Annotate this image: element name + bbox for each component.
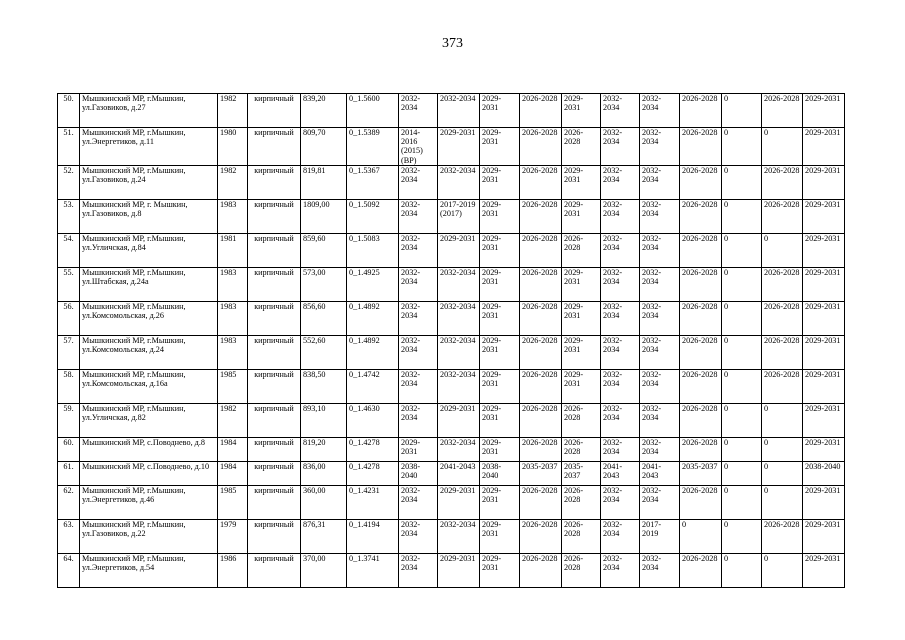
period-cell: 2026-2028 (520, 519, 562, 553)
period-cell: 2035-2037 (562, 461, 601, 485)
period-cell: 2035-2037 (680, 461, 722, 485)
period-cell: 2029-2031 (803, 403, 845, 437)
material-cell: кирпичный (248, 128, 301, 166)
area-cell: 839,20 (301, 94, 347, 128)
period-cell: 0 (722, 335, 762, 369)
period-cell: 0 (722, 553, 762, 587)
period-cell: 2032-2034 (640, 369, 680, 403)
address-cell: Мышкинский МР, г.Мышкин, ул.Комсомольская, д.26 (80, 301, 218, 335)
period-cell: 2029-2031 (803, 94, 845, 128)
area-cell: 370,00 (301, 553, 347, 587)
period-cell: 0 (762, 128, 803, 166)
period-cell: 2026-2028 (762, 519, 803, 553)
table-row (58, 128, 845, 166)
material-cell: кирпичный (248, 553, 301, 587)
period-cell: 0 (722, 128, 762, 166)
table-row (58, 233, 845, 267)
period-cell: 0 (722, 461, 762, 485)
period-cell: 0 (762, 485, 803, 519)
period-cell: 2029-2031 (438, 403, 480, 437)
area-cell: 819,81 (301, 165, 347, 199)
period-cell: 2026-2028 (680, 369, 722, 403)
period-cell: 2026-2028 (520, 94, 562, 128)
period-cell: 0 (722, 233, 762, 267)
year-cell: 1982 (218, 165, 248, 199)
period-cell: 2029-2031 (438, 233, 480, 267)
period-cell: 2026-2028 (680, 485, 722, 519)
period-cell: 2032-2034 (399, 553, 438, 587)
year-cell: 1981 (218, 233, 248, 267)
row-number: 63. (58, 519, 80, 553)
period-cell: 2029-2031 (480, 94, 520, 128)
period-cell: 2029-2031 (480, 301, 520, 335)
period-cell: 2029-2031 (399, 437, 438, 461)
year-cell: 1983 (218, 267, 248, 301)
period-cell: 2041-2043 (601, 461, 640, 485)
table-row (58, 335, 845, 369)
period-cell: 2032-2034 (438, 437, 480, 461)
period-cell: 2029-2031 (803, 369, 845, 403)
period-cell: 2032-2034 (399, 94, 438, 128)
period-cell: 2026-2028 (520, 233, 562, 267)
area-cell: 859,60 (301, 233, 347, 267)
period-cell: 2026-2028 (762, 199, 803, 233)
area-cell: 809,70 (301, 128, 347, 166)
period-cell: 2029-2031 (480, 267, 520, 301)
period-cell: 2032-2034 (438, 165, 480, 199)
material-cell: кирпичный (248, 94, 301, 128)
address-cell: Мышкинский МР, г.Мышкин, ул.Комсомольская, д.24 (80, 335, 218, 369)
period-cell: 2032-2034 (601, 437, 640, 461)
row-number: 50. (58, 94, 80, 128)
address-cell: Мышкинский МР, с.Поводнево, д.8 (80, 437, 218, 461)
period-cell: 0 (722, 403, 762, 437)
material-cell: кирпичный (248, 369, 301, 403)
period-cell: 2029-2031 (803, 485, 845, 519)
period-cell: 2026-2028 (520, 485, 562, 519)
period-cell: 2026-2028 (680, 165, 722, 199)
period-cell: 2017-2019 (640, 519, 680, 553)
address-cell: Мышкинский МР, г.Мышкин, ул.Энергетиков, д.54 (80, 553, 218, 587)
period-cell: 2032-2034 (640, 553, 680, 587)
period-cell: 2026-2028 (680, 94, 722, 128)
code-cell: 0_1.4630 (347, 403, 399, 437)
table-row (58, 199, 845, 233)
period-cell: 2032-2034 (601, 233, 640, 267)
period-cell: 2029-2031 (480, 199, 520, 233)
period-cell: 2029-2031 (803, 301, 845, 335)
period-cell: 2032-2034 (601, 165, 640, 199)
address-cell: Мышкинский МР, г.Мышкин, ул.Комсомольская, д.16а (80, 369, 218, 403)
year-cell: 1985 (218, 369, 248, 403)
period-cell: 2032-2034 (438, 301, 480, 335)
table-row (58, 403, 845, 437)
period-cell: 2026-2028 (680, 553, 722, 587)
period-cell: 2032-2034 (601, 199, 640, 233)
period-cell: 2032-2034 (601, 94, 640, 128)
period-cell: 2041-2043 (438, 461, 480, 485)
period-cell: 2032-2034 (399, 267, 438, 301)
period-cell: 2032-2034 (399, 485, 438, 519)
material-cell: кирпичный (248, 437, 301, 461)
address-cell: Мышкинский МР, г.Мышкин, ул.Энергетиков, д.11 (80, 128, 218, 166)
period-cell: 2041-2043 (640, 461, 680, 485)
period-cell: 0 (762, 461, 803, 485)
period-cell: 2026-2028 (680, 403, 722, 437)
period-cell: 2026-2028 (680, 437, 722, 461)
period-cell: 2029-2031 (562, 165, 601, 199)
code-cell: 0_1.4194 (347, 519, 399, 553)
period-cell: 2032-2034 (640, 485, 680, 519)
period-cell: 0 (722, 199, 762, 233)
address-cell: Мышкинский МР, г.Мышкин, ул.Штабская, д.24а (80, 267, 218, 301)
period-cell: 0 (722, 369, 762, 403)
row-number: 52. (58, 165, 80, 199)
period-cell: 2032-2034 (399, 369, 438, 403)
period-cell: 2038-2040 (803, 461, 845, 485)
period-cell: 2026-2028 (520, 335, 562, 369)
period-cell: 0 (722, 485, 762, 519)
period-cell: 2026-2028 (762, 301, 803, 335)
table-row (58, 165, 845, 199)
year-cell: 1982 (218, 403, 248, 437)
code-cell: 0_1.4278 (347, 461, 399, 485)
period-cell: 2026-2028 (520, 199, 562, 233)
row-number: 61. (58, 461, 80, 485)
period-cell: 2032-2034 (601, 553, 640, 587)
code-cell: 0_1.4892 (347, 335, 399, 369)
period-cell: 2038-2040 (399, 461, 438, 485)
material-cell: кирпичный (248, 403, 301, 437)
period-cell: 2026-2028 (562, 403, 601, 437)
period-cell: 2032-2034 (399, 165, 438, 199)
period-cell: 0 (722, 301, 762, 335)
page-number: 373 (442, 36, 463, 51)
period-cell: 2026-2028 (562, 128, 601, 166)
address-cell: Мышкинский МР, г.Мышкин, ул.Угличская, д.82 (80, 403, 218, 437)
code-cell: 0_1.4892 (347, 301, 399, 335)
year-cell: 1979 (218, 519, 248, 553)
row-number: 57. (58, 335, 80, 369)
year-cell: 1986 (218, 553, 248, 587)
period-cell: 2032-2034 (399, 403, 438, 437)
period-cell: 2029-2031 (803, 267, 845, 301)
period-cell: 2032-2034 (601, 485, 640, 519)
period-cell: 2029-2031 (803, 335, 845, 369)
address-cell: Мышкинский МР, г.Мышкин, ул.Газовиков, д.27 (80, 94, 218, 128)
row-number: 55. (58, 267, 80, 301)
period-cell: 2029-2031 (438, 128, 480, 166)
period-cell: 2026-2028 (520, 369, 562, 403)
period-cell: 2029-2031 (562, 335, 601, 369)
period-cell: 2032-2034 (399, 301, 438, 335)
area-cell: 360,00 (301, 485, 347, 519)
code-cell: 0_1.5092 (347, 199, 399, 233)
area-cell: 876,31 (301, 519, 347, 553)
period-cell: 2029-2031 (803, 128, 845, 166)
period-cell: 2032-2034 (399, 199, 438, 233)
period-cell: 2032-2034 (640, 403, 680, 437)
row-number: 62. (58, 485, 80, 519)
period-cell: 2032-2034 (601, 519, 640, 553)
period-cell: 2026-2028 (562, 233, 601, 267)
address-cell: Мышкинский МР, г.Мышкин, ул.Газовиков, д.24 (80, 165, 218, 199)
period-cell: 2026-2028 (562, 519, 601, 553)
period-cell: 2032-2034 (601, 369, 640, 403)
row-number: 59. (58, 403, 80, 437)
code-cell: 0_1.5389 (347, 128, 399, 166)
material-cell: кирпичный (248, 199, 301, 233)
year-cell: 1983 (218, 199, 248, 233)
year-cell: 1980 (218, 128, 248, 166)
period-cell: 2035-2037 (520, 461, 562, 485)
period-cell: 2026-2028 (762, 165, 803, 199)
address-cell: Мышкинский МР, г. Мышкин, ул.Газовиков, д.8 (80, 199, 218, 233)
address-cell: Мышкинский МР, г.Мышкин, ул.Газовиков, д.22 (80, 519, 218, 553)
area-cell: 552,60 (301, 335, 347, 369)
period-cell: 2032-2034 (438, 267, 480, 301)
table-row (58, 461, 845, 485)
year-cell: 1983 (218, 301, 248, 335)
period-cell: 2026-2028 (520, 437, 562, 461)
period-cell: 2032-2034 (601, 267, 640, 301)
material-cell: кирпичный (248, 233, 301, 267)
year-cell: 1984 (218, 437, 248, 461)
period-cell: 2029-2031 (803, 553, 845, 587)
year-cell: 1985 (218, 485, 248, 519)
period-cell: 2029-2031 (480, 128, 520, 166)
code-cell: 0_1.5600 (347, 94, 399, 128)
period-cell: 2029-2031 (803, 165, 845, 199)
period-cell: 2038-2040 (480, 461, 520, 485)
period-cell: 2032-2034 (438, 335, 480, 369)
table-row (58, 369, 845, 403)
period-cell: 2026-2028 (562, 485, 601, 519)
period-cell: 2032-2034 (438, 519, 480, 553)
period-cell: 2029-2031 (480, 233, 520, 267)
address-cell: Мышкинский МР, с.Поводнево, д.10 (80, 461, 218, 485)
period-cell: 0 (762, 553, 803, 587)
code-cell: 0_1.3741 (347, 553, 399, 587)
area-cell: 573,00 (301, 267, 347, 301)
period-cell: 2026-2028 (680, 335, 722, 369)
period-cell: 2026-2028 (520, 267, 562, 301)
period-cell: 0 (762, 233, 803, 267)
period-cell: 2029-2031 (562, 369, 601, 403)
address-cell: Мышкинский МР, г.Мышкин, ул.Угличская, д.84 (80, 233, 218, 267)
period-cell: 2032-2034 (438, 369, 480, 403)
period-cell: 2026-2028 (762, 94, 803, 128)
period-cell: 2029-2031 (480, 437, 520, 461)
period-cell: 2026-2028 (562, 553, 601, 587)
period-cell: 2026-2028 (680, 267, 722, 301)
period-cell: 2029-2031 (803, 233, 845, 267)
period-cell: 0 (762, 403, 803, 437)
period-cell: 0 (722, 519, 762, 553)
period-cell: 2029-2031 (562, 267, 601, 301)
period-cell: 2032-2034 (399, 335, 438, 369)
period-cell: 2029-2031 (562, 301, 601, 335)
row-number: 56. (58, 301, 80, 335)
period-cell: 2032-2034 (640, 335, 680, 369)
code-cell: 0_1.4278 (347, 437, 399, 461)
period-cell: 2026-2028 (762, 369, 803, 403)
period-cell: 2026-2028 (520, 128, 562, 166)
table-row (58, 267, 845, 301)
period-cell: 0 (722, 437, 762, 461)
period-cell: 2029-2031 (562, 94, 601, 128)
period-cell: 2029-2031 (480, 165, 520, 199)
period-cell: 2032-2034 (640, 437, 680, 461)
period-cell: 0 (722, 165, 762, 199)
period-cell: 2026-2028 (680, 128, 722, 166)
period-cell: 2026-2028 (762, 335, 803, 369)
material-cell: кирпичный (248, 519, 301, 553)
period-cell: 2032-2034 (399, 233, 438, 267)
code-cell: 0_1.4925 (347, 267, 399, 301)
period-cell: 2026-2028 (762, 267, 803, 301)
address-cell: Мышкинский МР, г.Мышкин, ул.Энергетиков, д.46 (80, 485, 218, 519)
area-cell: 856,60 (301, 301, 347, 335)
period-cell: 2026-2028 (520, 165, 562, 199)
row-number: 54. (58, 233, 80, 267)
period-cell: 2032-2034 (438, 94, 480, 128)
period-cell: 2032-2034 (399, 519, 438, 553)
area-cell: 836,00 (301, 461, 347, 485)
period-cell: 2029-2031 (803, 437, 845, 461)
period-cell: 2032-2034 (640, 128, 680, 166)
period-cell: 2029-2031 (438, 485, 480, 519)
period-cell: 2029-2031 (480, 519, 520, 553)
row-number: 58. (58, 369, 80, 403)
period-cell: 2029-2031 (438, 553, 480, 587)
material-cell: кирпичный (248, 485, 301, 519)
area-cell: 838,50 (301, 369, 347, 403)
year-cell: 1982 (218, 94, 248, 128)
material-cell: кирпичный (248, 301, 301, 335)
code-cell: 0_1.4742 (347, 369, 399, 403)
row-number: 64. (58, 553, 80, 587)
area-cell: 893,10 (301, 403, 347, 437)
code-cell: 0_1.5367 (347, 165, 399, 199)
row-number: 60. (58, 437, 80, 461)
period-cell: 2029-2031 (803, 199, 845, 233)
table-row (58, 485, 845, 519)
period-cell: 2017-2019 (2017) (438, 199, 480, 233)
period-cell: 2029-2031 (803, 519, 845, 553)
period-cell: 2026-2028 (680, 233, 722, 267)
area-cell: 819,20 (301, 437, 347, 461)
year-cell: 1984 (218, 461, 248, 485)
period-cell: 2032-2034 (640, 94, 680, 128)
code-cell: 0_1.4231 (347, 485, 399, 519)
period-cell: 0 (722, 267, 762, 301)
row-number: 51. (58, 128, 80, 166)
material-cell: кирпичный (248, 461, 301, 485)
period-cell: 2032-2034 (601, 128, 640, 166)
material-cell: кирпичный (248, 335, 301, 369)
material-cell: кирпичный (248, 165, 301, 199)
period-cell: 2026-2028 (520, 403, 562, 437)
table-row (58, 553, 845, 587)
period-cell: 2014-2016 (2015) (ВР) (399, 128, 438, 166)
period-cell: 0 (722, 94, 762, 128)
code-cell: 0_1.5083 (347, 233, 399, 267)
period-cell: 2029-2031 (480, 335, 520, 369)
period-cell: 0 (762, 437, 803, 461)
period-cell: 2026-2028 (680, 199, 722, 233)
housing-register-table (57, 93, 845, 588)
period-cell: 2032-2034 (601, 301, 640, 335)
period-cell: 2032-2034 (601, 335, 640, 369)
period-cell: 2029-2031 (562, 199, 601, 233)
table-row (58, 301, 845, 335)
table-row (58, 94, 845, 128)
period-cell: 0 (680, 519, 722, 553)
period-cell: 2026-2028 (562, 437, 601, 461)
area-cell: 1809,00 (301, 199, 347, 233)
period-cell: 2032-2034 (640, 165, 680, 199)
table-row (58, 519, 845, 553)
period-cell: 2026-2028 (520, 553, 562, 587)
period-cell: 2032-2034 (640, 233, 680, 267)
material-cell: кирпичный (248, 267, 301, 301)
period-cell: 2029-2031 (480, 369, 520, 403)
table-row (58, 437, 845, 461)
period-cell: 2032-2034 (640, 199, 680, 233)
period-cell: 2029-2031 (480, 403, 520, 437)
period-cell: 2032-2034 (601, 403, 640, 437)
period-cell: 2029-2031 (480, 485, 520, 519)
row-number: 53. (58, 199, 80, 233)
period-cell: 2026-2028 (520, 301, 562, 335)
year-cell: 1983 (218, 335, 248, 369)
period-cell: 2032-2034 (640, 301, 680, 335)
period-cell: 2029-2031 (480, 553, 520, 587)
period-cell: 2026-2028 (680, 301, 722, 335)
period-cell: 2032-2034 (640, 267, 680, 301)
